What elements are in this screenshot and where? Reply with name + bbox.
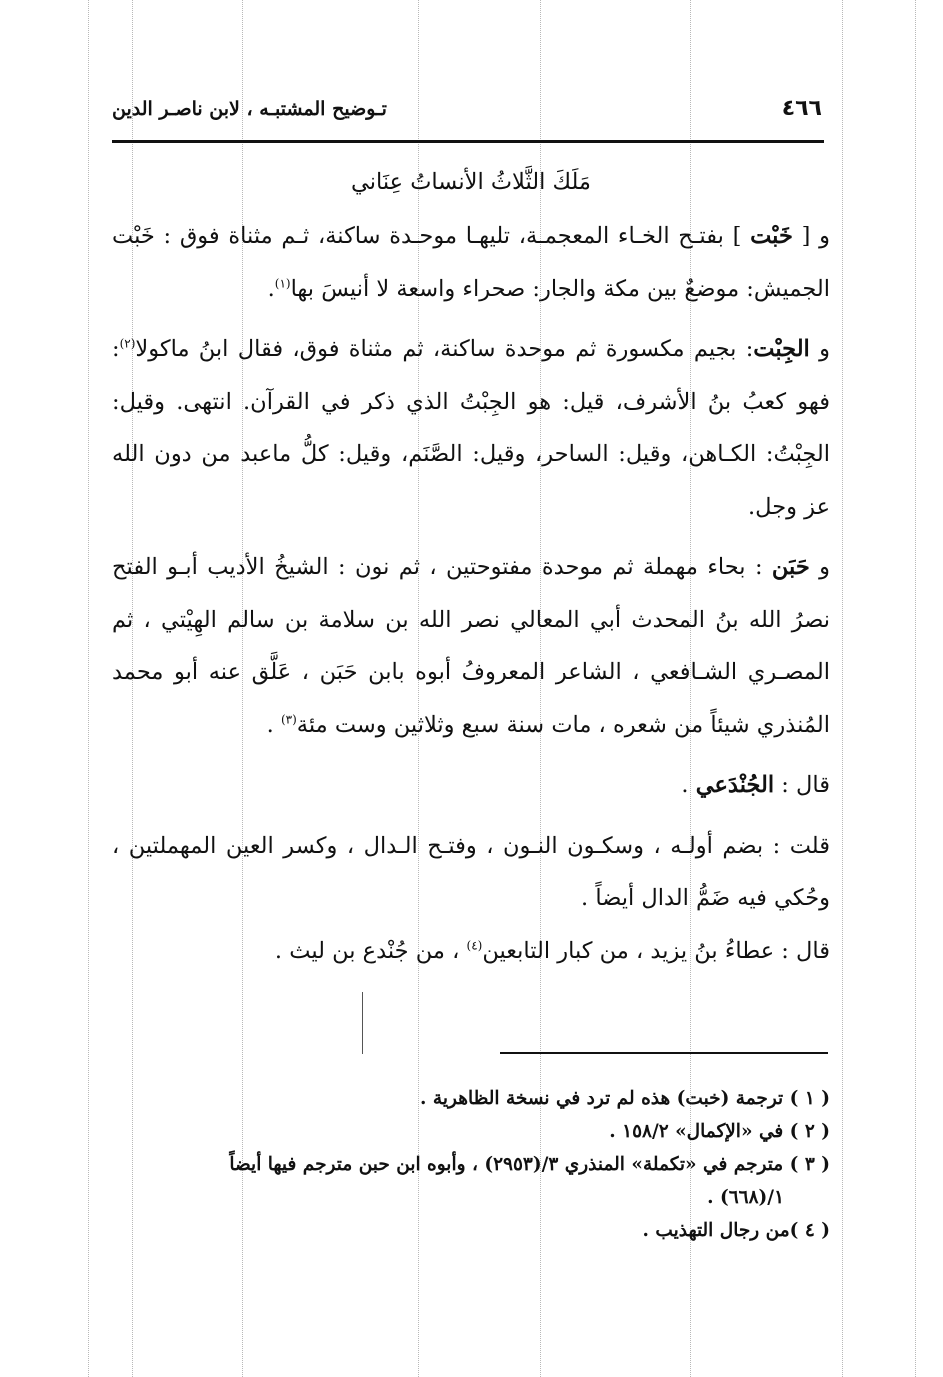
- page-header: [112, 92, 822, 136]
- header-rule: [112, 140, 824, 143]
- entry-lead: و [: [792, 223, 830, 249]
- entry-end: .: [681, 772, 696, 798]
- footnote-2: [112, 1115, 830, 1148]
- footnote-marker[interactable]: (١): [274, 276, 291, 290]
- footnote-text: ترجمة (خبت) هذه لم ترد في نسخة الظاهرية .: [420, 1088, 790, 1109]
- footnote-text: من رجال التهذيب .: [642, 1220, 790, 1241]
- entry-text: ] بفتـح الخـاء المعجمـة، تليهـا موحـدة ساكنة، ثـم مثناة فوق : خَبْت الجميش: موضعٌ بين مكة والجار: صحراء واسعة لا أنيسَ بها: [112, 223, 830, 302]
- footnotes: [112, 1082, 830, 1247]
- scan-guide-line: [88, 0, 89, 1377]
- margin-mark: [362, 992, 363, 1054]
- entry-ata: [112, 925, 830, 978]
- main-text: [112, 154, 830, 985]
- footnote-text: في «الإكمال» ١٥٨/٢ .: [609, 1121, 790, 1142]
- footnote-number: ( ١ ): [789, 1088, 830, 1109]
- entry-haban: [112, 541, 830, 751]
- footnote-text: مترجم في «تكملة» المنذري ٣/(٢٩٥٣) ، وأبوه ابن حبن مترجم فيها أيضاً: [229, 1154, 790, 1175]
- entry-jibt: [112, 323, 830, 533]
- footnote-3: [112, 1148, 830, 1214]
- entry-end: .: [267, 275, 275, 302]
- entry-text: : بجيم مكسورة ثم موحدة ساكنة، ثم مثناة فوق، فقال ابنُ ماكولا: [135, 336, 754, 362]
- running-title: تـوضيح المشتبـه ، لابن ناصـر الدين: [112, 98, 387, 120]
- entry-headword: خَبْت: [750, 223, 793, 249]
- page-number: ٤٦٦: [781, 96, 822, 121]
- entry-end: ، من جُنْدع بن ليث .: [274, 937, 467, 964]
- entry-text: : بحاء مهملة ثم موحدة مفتوحتين ، ثم نون : الشيخُ الأديب أبـو الفتح نصرُ الله بنُ المحدث أبي المعالي نصر الله بن سلامة بن سالم الهِيْتي ، ثم المصـري الشـافعي ، الشاعر المعروفُ أبوه بابن حَبَن ، عَلَّق عنه أبو محمد المُنذري شيئاً من شعره ، مات سنة سبع وثلاثين وست مئة: [112, 554, 830, 738]
- entry-headword: الجِبْت: [753, 336, 810, 362]
- footnote-number: ( ٤ ): [789, 1220, 830, 1241]
- footnote-continuation: ١/(٦٦٨) .: [707, 1187, 784, 1208]
- footnote-marker[interactable]: (٢): [119, 336, 136, 351]
- footnote-4: [112, 1214, 830, 1247]
- entry-lead: قال :: [774, 772, 830, 798]
- entry-lead: و: [809, 336, 830, 362]
- verse-line: مَلَكَ الثَّلاثُ الأنساتُ عِنَاني: [351, 169, 591, 195]
- footnote-number: ( ٢ ): [789, 1121, 830, 1142]
- footnote-number: ( ٣ ): [789, 1154, 830, 1175]
- footnote-rule: [500, 1052, 828, 1054]
- entry-headword: حَبَن: [771, 554, 810, 580]
- scan-guide-line: [842, 0, 843, 1377]
- entry-lead: و: [809, 554, 830, 580]
- footnote-marker[interactable]: (٣): [280, 712, 297, 726]
- entry-text-continued: : فهو كعبُ بنُ الأشرف، قيل: هو الجِبْتُ الذي ذكر في القرآن. انتهى. وقيل: الجِبْتُ: الكـاهن، وقيل: الساحر، وقيل: الصَّنَم، وقيل: كلُّ ماعبد من دون الله عز وجل.: [112, 336, 830, 520]
- entry-jundai: [112, 759, 830, 812]
- entry-end: .: [266, 711, 281, 738]
- footnote-1: [112, 1082, 830, 1115]
- scan-guide-line: [915, 0, 916, 1377]
- entry-text: قال : عطاءُ بنُ يزيد ، من كبار التابعين: [482, 937, 830, 964]
- entry-headword: الجُنْدَعي: [695, 772, 775, 798]
- entry-khabt: [112, 210, 830, 315]
- note-jundai: قلت : بضم أولـه ، وسكـون النـون ، وفتـح الـدال ، وكسر العين المهملتين ، وحُكي فيه ضَمُّ الدال أيضاً .: [112, 832, 830, 911]
- footnote-marker[interactable]: (٤): [466, 938, 483, 952]
